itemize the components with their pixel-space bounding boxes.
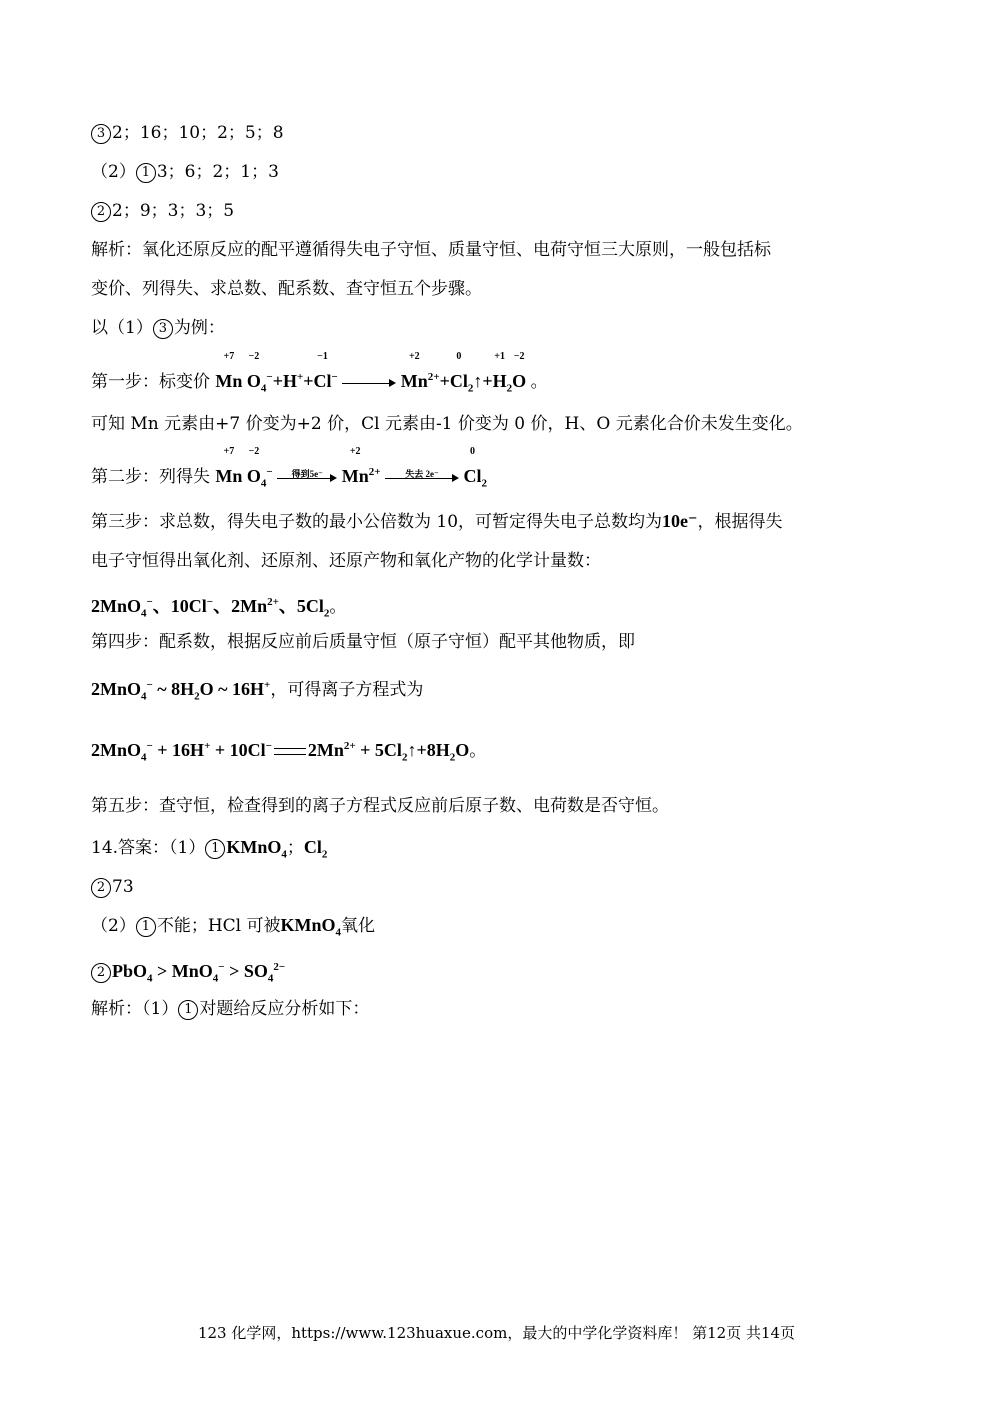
part2-text: 不能；HCl 可被 — [156, 916, 281, 936]
circled-number: 3 — [153, 319, 173, 339]
analysis-line-2: 变价、列得失、求总数、配系数、查守恒五个步骤。 — [91, 279, 482, 299]
answer-line-3 — [91, 200, 234, 222]
step-4-line: 第四步：配系数，根据反应前后质量守恒（原子守恒）配平其他物质，即 — [91, 632, 635, 652]
circled-number: 3 — [91, 124, 111, 144]
period: 。 — [329, 597, 347, 617]
period: 。 — [469, 741, 487, 761]
circled-number: 2 — [91, 878, 111, 898]
circled-number: 1 — [205, 839, 225, 859]
coefficients: 2；9；3；3；5 — [112, 201, 235, 221]
coefficients: 2；16；10；2；5；8 — [112, 123, 284, 143]
example-prefix: 以（1） — [91, 318, 153, 338]
coefficient-formula: 2MnO$_4$−、10Cl−、$2Mn^{2+}$、$5Cl_2$ — [91, 596, 330, 620]
separator: ； — [286, 838, 304, 858]
coefficient-relation — [91, 591, 346, 625]
gain-label: 得到5e⁻ — [291, 468, 323, 479]
product-formula: $Cl_2$ — [303, 837, 328, 861]
reaction-arrow — [342, 378, 396, 388]
ionic-equation-line — [91, 735, 486, 769]
circled-number: 2 — [91, 963, 111, 983]
answer-line-1 — [91, 122, 284, 144]
step-3-line-2: 电子守恒得出氧化剂、还原剂、还原产物和氧化产物的化学计量数： — [91, 551, 601, 571]
circled-number: 2 — [91, 202, 111, 222]
electron-total: 10e⁻ — [662, 511, 698, 531]
part-label: （2） — [91, 162, 136, 182]
mass-balance-line — [91, 674, 423, 708]
answer-value: 73 — [112, 877, 134, 897]
analysis-label: 解析：（1） — [91, 999, 179, 1019]
period: 。 — [530, 372, 548, 392]
page-footer: 123 化学网，https://www.123huaxue.com，最大的中学化学资料库！ 第12页 共14页 — [197, 1324, 796, 1342]
equation-oxidation-states: Mn +7 O −2 $_4$−+H++Cl −1 − Mn +2 $^{2+}$+Cl 0 $_2$↑+H +1 $_2$O −2 — [215, 351, 527, 395]
circled-number: 1 — [136, 163, 156, 183]
analysis-text: 对题给反应分析如下： — [199, 999, 370, 1019]
step-5-line: 第五步：查守恒，检查得到的离子方程式反应前后原子数、电荷数是否守恒。 — [91, 796, 669, 816]
part2-end: 氧化 — [341, 916, 376, 936]
analysis-line-1: 解析：氧化还原反应的配平遵循得失电子守恒、质量守恒、电荷守恒三大原则，一般包括标 — [91, 240, 771, 260]
q14-part2-line — [91, 914, 375, 944]
step-2-line — [91, 446, 487, 495]
step-3-end: ，根据得失 — [697, 512, 783, 532]
lose-arrow — [385, 468, 459, 483]
oxidant-formula: KMnO$_4$ — [280, 915, 342, 939]
q14-answer-2 — [91, 876, 134, 898]
step-1-label: 第一步：标变价 — [91, 372, 210, 392]
step-2-label: 第二步：列得失 — [91, 467, 210, 487]
oxidizing-order-line — [91, 956, 285, 990]
step-3-line — [91, 510, 783, 533]
example-text: 为例： — [173, 318, 225, 338]
oxidant-formula: KMnO$_4$ — [226, 837, 287, 861]
example-line — [91, 317, 225, 339]
ionic-equation: 2MnO$_4$− + 16H+ + 10Cl− $2Mn^{2+}$ + $5Cl_2↑+8H_2O$ — [91, 740, 470, 764]
answer-line-2 — [91, 161, 279, 183]
lose-label: 失去 2e⁻ — [405, 468, 439, 479]
step-3-text: 第三步：求总数，得失电子数的最小公倍数为 10，可暂定得失电子总数均为 — [91, 512, 663, 532]
part-label: （2） — [91, 916, 136, 936]
electron-transfer-chain: Mn +7 O −2 $_4$− 得到5e⁻ Mn +2 $^{2+}$ 失去 2e⁻ Cl 0 $_2$ — [215, 446, 487, 490]
oxidizing-order-formula: $PbO_4 > MnO_4^- > SO_4^{2-}$ — [112, 961, 286, 985]
equals-sign — [274, 748, 306, 755]
circled-number: 1 — [178, 1000, 198, 1020]
q14-answer-line — [91, 836, 327, 866]
mass-balance-text: ，可得离子方程式为 — [270, 680, 424, 700]
mass-balance-formula: 2MnO$_4$− ~ $8H_2O$ ~ 16H+ — [91, 679, 271, 703]
circled-number: 1 — [136, 917, 156, 937]
analysis-start-line — [91, 998, 369, 1020]
coefficients: 3；6；2；1；3 — [156, 162, 279, 182]
q14-label: 14.答案：（1） — [91, 838, 206, 858]
valence-change-line: 可知 Mn 元素由+7 价变为+2 价，Cl 元素由-1 价变为 0 价，H、O 元素化合价未发生变化。 — [91, 414, 803, 434]
step-1-line — [91, 351, 548, 400]
gain-arrow — [277, 468, 337, 483]
